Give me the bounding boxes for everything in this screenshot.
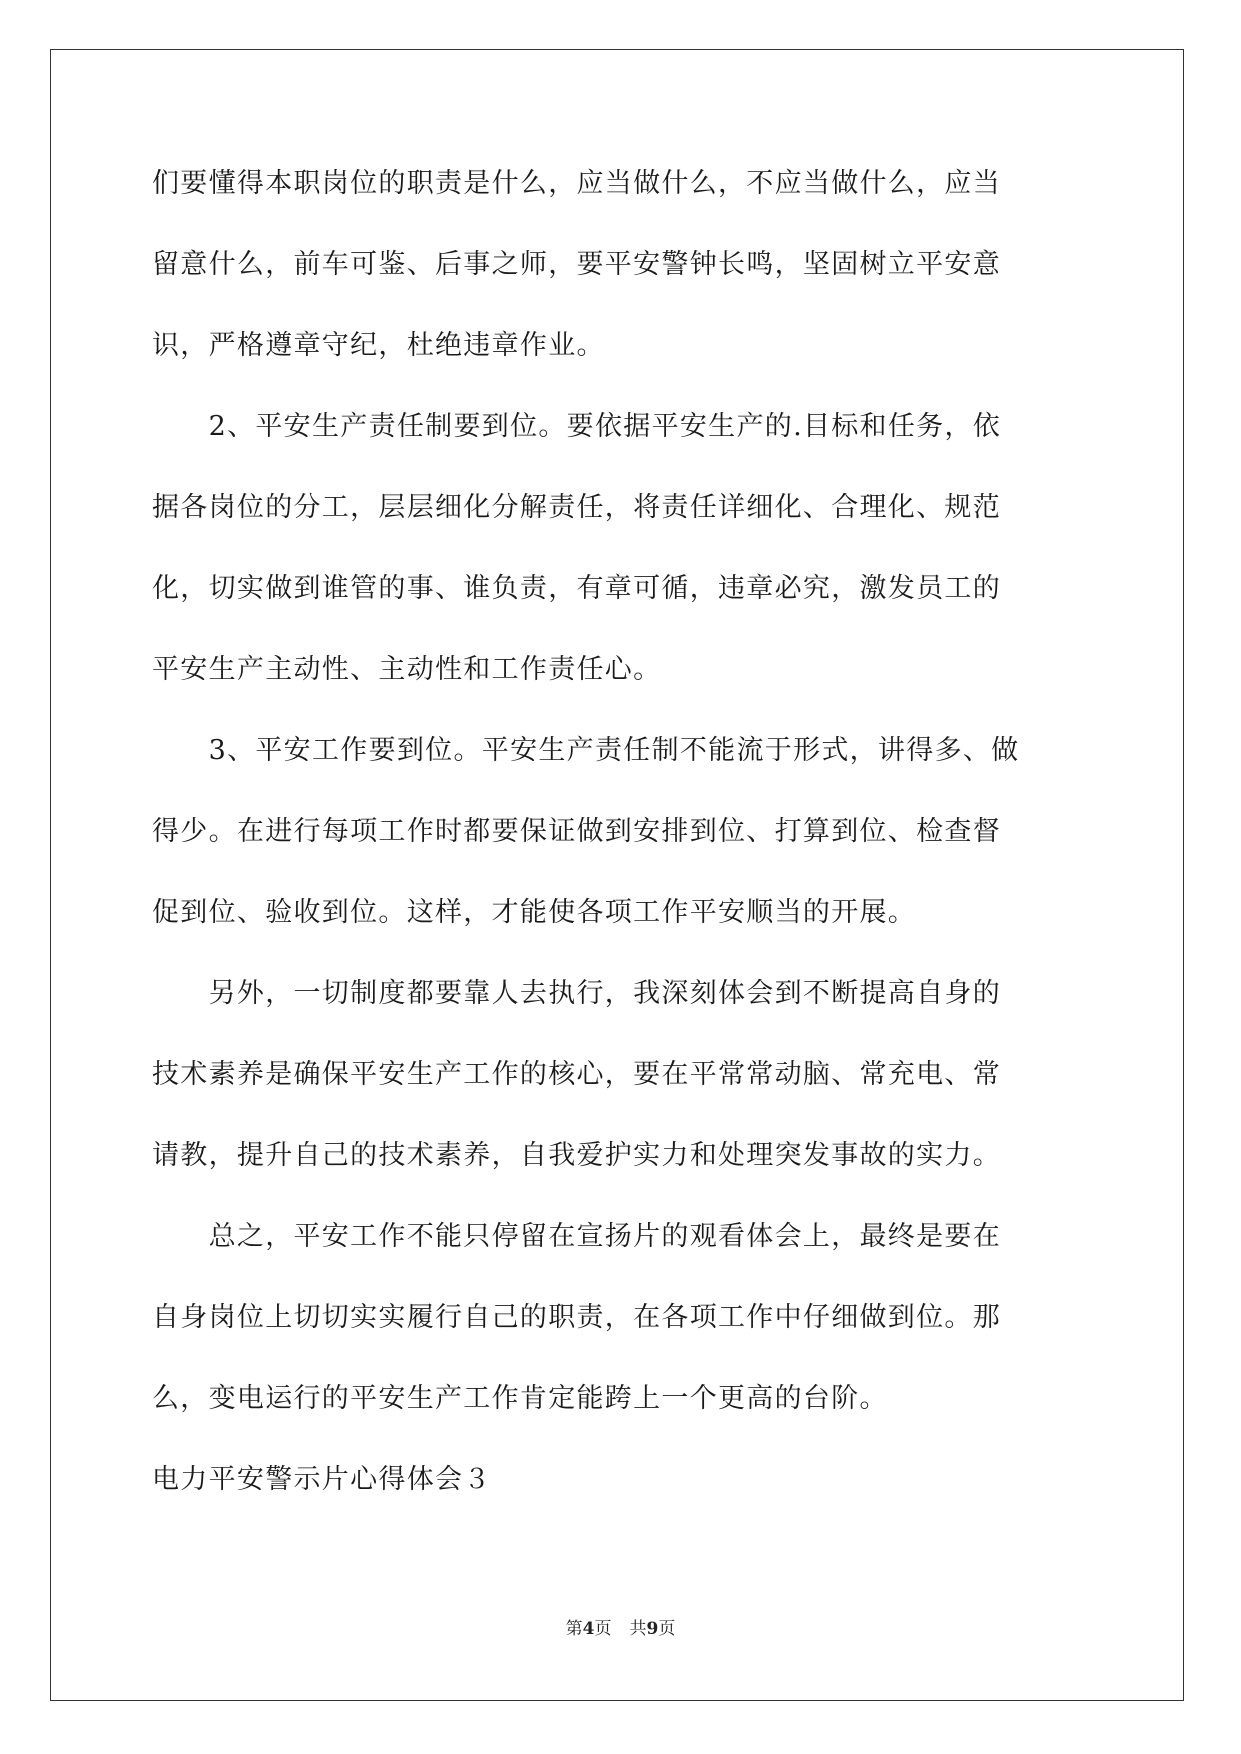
- text-line: 们要懂得本职岗位的职责是什么，应当做什么，不应当做什么，应当: [152, 168, 1001, 199]
- text-line: 另外，一切制度都要靠人去执行，我深刻体会到不断提高自身的: [152, 978, 1001, 1009]
- text-line: 技术素养是确保平安生产工作的核心，要在平常常动脑、常充电、常: [152, 1059, 1001, 1090]
- total-unit: 页: [658, 1619, 676, 1639]
- page-footer: [0, 1614, 1241, 1639]
- text-line: 识，严格遵章守纪，杜绝违章作业。: [152, 330, 605, 361]
- text-line: 2、平安生产责任制要到位。要依据平安生产的.目标和任务，依: [152, 411, 1002, 442]
- text-line: 自身岗位上切切实实履行自己的职责，在各项工作中仔细做到位。那: [152, 1302, 1001, 1333]
- text-line: 3、平安工作要到位。平安生产责任制不能流于形式，讲得多、做: [152, 735, 1020, 766]
- page-unit: 页: [594, 1619, 612, 1639]
- text-line: 促到位、验收到位。这样，才能使各项工作平安顺当的开展。: [152, 897, 917, 928]
- text-line: 留意什么，前车可鉴、后事之师，要平安警钟长鸣，坚固树立平安意: [152, 249, 1001, 280]
- current-page-number: 4: [582, 1619, 595, 1639]
- total-page-number: 9: [646, 1619, 659, 1639]
- text-line: 么，变电运行的平安生产工作肯定能跨上一个更高的台阶。: [152, 1383, 888, 1414]
- section-heading: 电力平安警示片心得体会３: [152, 1464, 492, 1495]
- page-prefix: 第: [565, 1619, 583, 1639]
- document-body: [152, 160, 1092, 1504]
- text-line: 总之，平安工作不能只停留在宣扬片的观看体会上，最终是要在: [152, 1221, 1001, 1252]
- text-line: 请教，提升自己的技术素养，自我爱护实力和处理突发事故的实力。: [152, 1140, 1001, 1171]
- text-line: 得少。在进行每项工作时都要保证做到安排到位、打算到位、检查督: [152, 816, 1001, 847]
- text-line: 平安生产主动性、主动性和工作责任心。: [152, 654, 662, 685]
- text-line: 化，切实做到谁管的事、谁负责，有章可循，违章必究，激发员工的: [152, 573, 1001, 604]
- total-prefix: 共: [629, 1619, 647, 1639]
- text-line: 据各岗位的分工，层层细化分解责任，将责任详细化、合理化、规范: [152, 492, 1001, 523]
